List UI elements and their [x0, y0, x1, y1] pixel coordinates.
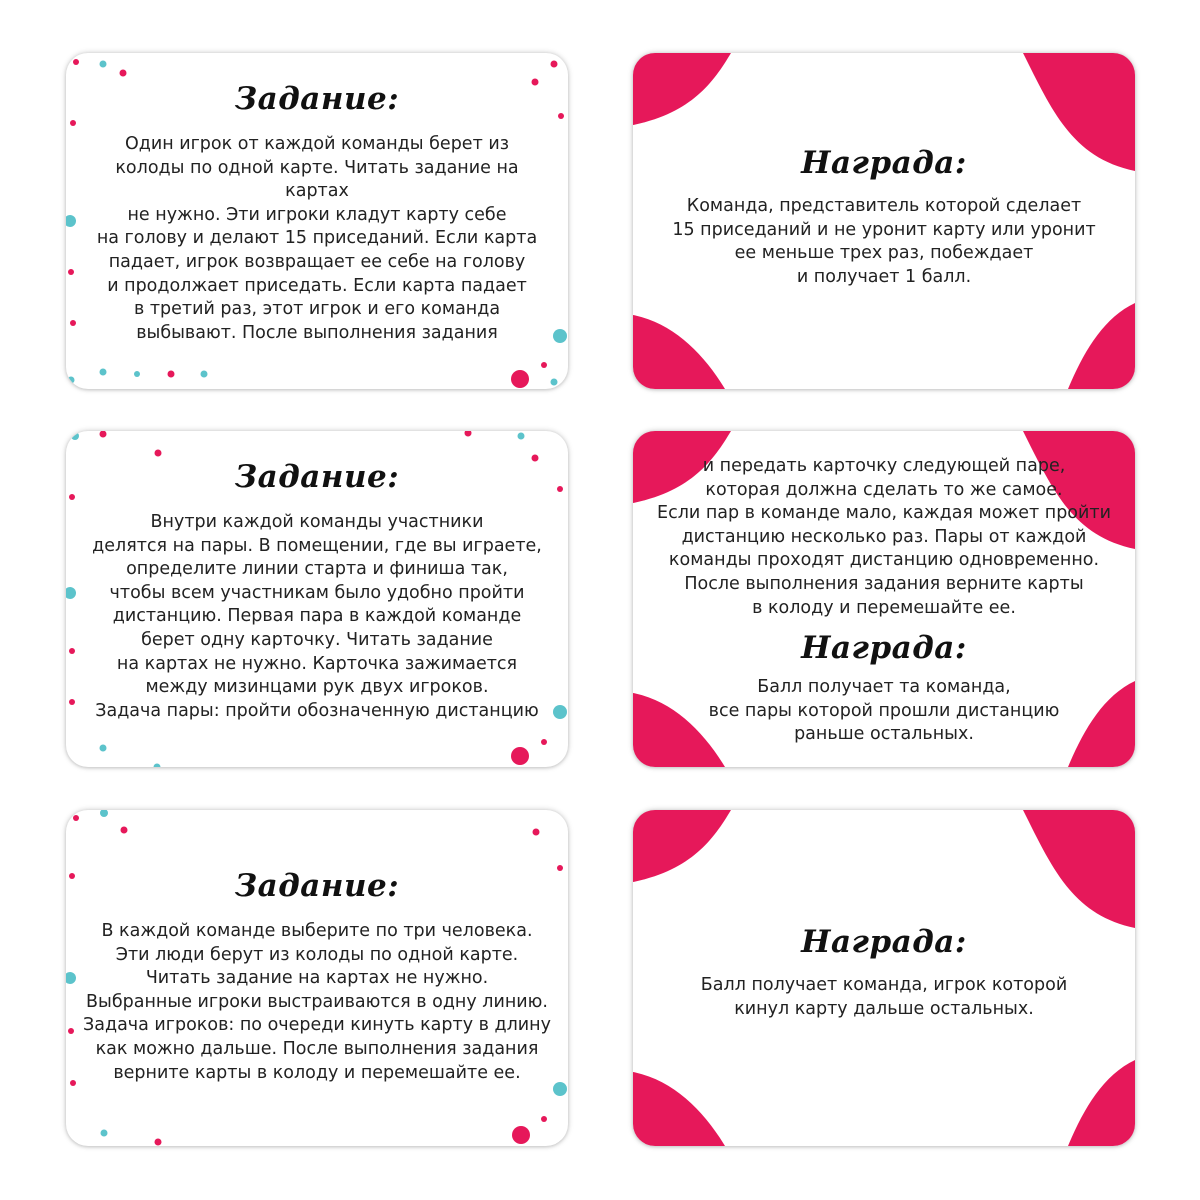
card-heading: Задание:	[234, 459, 400, 495]
card-text: В каждой команде выберите по три человека. Эти люди берут из колоды по одной карте. Читать задание на картах не нужно. Выбранные игроки выстраиваются в одну линию. Задача игроков: по очереди кинуть карту в длину как можно дальше. После выполнения задания верните карты в колоду и перемешайте ее.	[83, 921, 551, 1083]
card-text: Балл получает команда, игрок которой кинул карту дальше остальных.	[700, 975, 1068, 1019]
task-card-1	[66, 53, 568, 389]
card-text-continued: и передать карточку следующей паре, которая должна сделать то же самое. Если пар в команде мало, каждая может пройти дистанцию несколько раз. Пары от каждой команды проходят дистанцию одновременно. После выполнения задания верните карты в колоду и перемешайте ее.	[657, 456, 1111, 618]
card-text: Балл получает та команда, все пары которой прошли дистанцию раньше остальных.	[708, 677, 1060, 745]
card-heading: Задание:	[234, 81, 400, 117]
card-heading: Награда:	[801, 630, 967, 667]
card-text: Один игрок от каждой команды берет из колоды по одной карте. Читать задание на картах не нужно. Эти игроки кладут карту себе на голову и делают 15 приседаний. Если карта падает, игрок возвращает ее себе на голову и продолжает приседать. Если карта падает в третий раз, этот игрок и его команда выбывают. После выполнения задания	[96, 134, 538, 343]
card-text: Внутри каждой команды участники делятся на пары. В помещении, где вы играете, определите линии старта и финиша так, чтобы всем участникам было удобно пройти дистанцию. Первая пара в каждой команде берет одну карточку. Читать задание на картах не нужно. Карточка зажимается между мизинцами рук двух игроков. Задача пары: пройти обозначенную дистанцию	[92, 512, 542, 721]
task-card-3	[66, 810, 568, 1146]
card-text: Команда, представитель которой сделает 15 приседаний и не уронит карту или уронит ее меньше трех раз, побеждает и получает 1 балл.	[672, 196, 1096, 287]
card-heading: Задание:	[234, 868, 400, 904]
reward-card-3	[633, 810, 1135, 1146]
card-heading: Награда:	[801, 145, 967, 181]
card-heading: Награда:	[801, 924, 967, 960]
task-card-2	[66, 431, 568, 767]
reward-card-1	[633, 53, 1135, 389]
reward-card-2	[633, 431, 1135, 767]
